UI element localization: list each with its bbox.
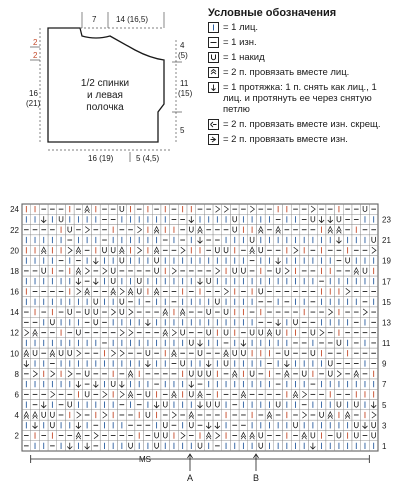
row-label-left: 8 — [14, 369, 19, 379]
double-decrease-symbol-icon — [208, 82, 219, 93]
purl-symbol-icon — [208, 37, 219, 48]
legend-item-purl — [208, 37, 396, 48]
row-label-right: 5 — [382, 400, 387, 410]
legend-item-yarn-over — [208, 52, 396, 63]
row-label-left: 2 — [14, 431, 19, 441]
right-dim-1: 4 — [180, 41, 185, 50]
marker-label: B — [252, 473, 260, 483]
row-labels-right — [382, 216, 391, 451]
left-dim-2: 2 — [33, 51, 38, 60]
left-dim-4: (21) — [26, 99, 41, 108]
row-label-right: 17 — [382, 277, 391, 287]
legend-text-knit: = 1 лиц. — [223, 22, 259, 33]
legend-item-p2tog — [208, 134, 396, 145]
legend-text-k2tog: = 2 п. провязать вместе лиц. — [223, 67, 350, 78]
row-label-right: 19 — [382, 256, 391, 266]
chart-grid — [22, 204, 378, 451]
row-label-left: 12 — [10, 328, 19, 338]
row-label-right: 9 — [382, 359, 387, 369]
legend-text-double-decrease: = 1 протяжка: 1 п. снять как лиц., 1 лиц. и протянуть ее через снятую петлю — [223, 82, 377, 115]
left-dim-3: 16 — [29, 89, 38, 98]
left-dim-1: 2 — [33, 38, 38, 47]
row-label-right: 11 — [382, 339, 391, 349]
row-label-right: 23 — [382, 215, 391, 225]
row-label-right: 1 — [382, 441, 387, 451]
k2tog-symbol-icon — [208, 67, 219, 78]
legend-item-p2tog-crossed — [208, 119, 396, 130]
knit-symbol-icon — [208, 22, 219, 33]
marker-label: A — [186, 473, 194, 483]
p2tog-crossed-symbol-icon — [208, 119, 219, 130]
bottom-dim-1: 16 (19) — [88, 154, 114, 163]
row-label-left: 22 — [10, 225, 19, 235]
piece-label-1: 1/2 спинки — [80, 78, 130, 89]
row-label-left: 18 — [10, 266, 19, 276]
legend-text-p2tog: = 2 п. провязать вместе изн. — [223, 134, 348, 145]
legend — [208, 8, 396, 149]
p2tog-symbol-icon — [208, 134, 219, 145]
knitting-chart — [0, 196, 400, 491]
legend-item-double-decrease — [208, 82, 396, 115]
row-label-left: 10 — [10, 349, 19, 359]
right-dim-4: (15) — [178, 89, 193, 98]
top-dim-2: 14 (16,5) — [116, 15, 149, 24]
top-dim-1: 7 — [92, 15, 97, 24]
bottom-dim-2: 5 (4,5) — [136, 154, 160, 163]
row-label-right: 13 — [382, 318, 391, 328]
marker-ms: MS — [139, 455, 151, 464]
legend-text-yarn-over: = 1 накид — [223, 52, 265, 63]
piece-label-2: и левая — [87, 90, 123, 101]
right-dim-5: 5 — [180, 126, 185, 135]
row-label-left: 16 — [10, 287, 19, 297]
legend-item-knit — [208, 22, 396, 33]
right-dim-3: 11 — [180, 79, 189, 88]
row-label-left: 24 — [10, 205, 19, 215]
bottom-markers — [31, 454, 370, 483]
row-label-left: 6 — [14, 390, 19, 400]
row-labels-left — [10, 205, 19, 440]
legend-text-p2tog-crossed: = 2 п. провязать вместе изн. скрещ. — [223, 119, 381, 130]
row-label-left: 20 — [10, 246, 19, 256]
row-label-left: 14 — [10, 308, 19, 318]
piece-label-3: полочка — [86, 102, 124, 113]
row-label-right: 7 — [382, 380, 387, 390]
legend-text-purl: = 1 изн. — [223, 37, 257, 48]
right-dim-2: (5) — [178, 51, 188, 60]
yarn-over-symbol-icon — [208, 52, 219, 63]
legend-title: Условные обозначения — [208, 7, 337, 19]
legend-item-k2tog — [208, 67, 396, 78]
row-label-left: 4 — [14, 411, 19, 421]
row-label-right: 15 — [382, 297, 391, 307]
row-label-right: 21 — [382, 236, 391, 246]
row-label-right: 3 — [382, 421, 387, 431]
